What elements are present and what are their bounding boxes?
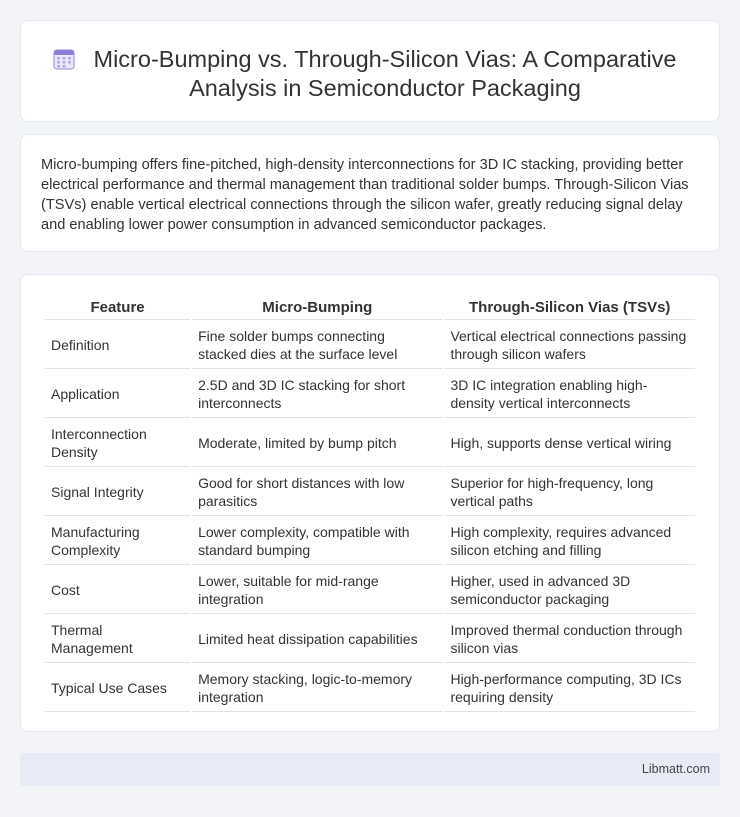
header-tsv: Through-Silicon Vias (TSVs) bbox=[444, 296, 695, 320]
table-row bbox=[45, 321, 695, 369]
table-header-row bbox=[45, 296, 695, 320]
feature-cell: Typical Use Cases bbox=[45, 664, 190, 712]
comparison-table bbox=[43, 295, 697, 713]
intro-text: Micro-bumping offers fine-pitched, high-density interconnections for 3D IC stacking, providing better electrical performance and thermal management than traditional solder bumps. Through-Silicon Vias (TSVs) enable vertical electrical connections through the silicon wafer, greatly reducing signal delay and enabling lower power consumption in advanced semiconductor packages. bbox=[41, 157, 689, 233]
feature-cell: Interconnection Density bbox=[45, 419, 190, 467]
table-row bbox=[45, 370, 695, 418]
feature-cell: Definition bbox=[45, 321, 190, 369]
table-row bbox=[45, 566, 695, 614]
feature-cell: Manufacturing Complexity bbox=[45, 517, 190, 565]
table-row bbox=[45, 468, 695, 516]
table-row bbox=[45, 664, 695, 712]
title-card bbox=[20, 20, 720, 122]
micro-bumping-cell: Lower complexity, compatible with standard bumping bbox=[192, 517, 442, 565]
tsv-cell: Vertical electrical connections passing through silicon wafers bbox=[444, 321, 695, 369]
micro-bumping-cell: Limited heat dissipation capabilities bbox=[192, 615, 442, 663]
micro-bumping-cell: Memory stacking, logic-to-memory integration bbox=[192, 664, 442, 712]
tsv-cell: High, supports dense vertical wiring bbox=[444, 419, 695, 467]
feature-cell: Application bbox=[45, 370, 190, 418]
tsv-cell: Improved thermal conduction through silicon vias bbox=[444, 615, 695, 663]
intro-card bbox=[20, 134, 720, 252]
header-micro-bumping: Micro-Bumping bbox=[192, 296, 442, 320]
header-feature: Feature bbox=[45, 296, 190, 320]
tsv-cell: Higher, used in advanced 3D semiconductor packaging bbox=[444, 566, 695, 614]
feature-cell: Thermal Management bbox=[45, 615, 190, 663]
micro-bumping-cell: Fine solder bumps connecting stacked dies at the surface level bbox=[192, 321, 442, 369]
feature-cell: Signal Integrity bbox=[45, 468, 190, 516]
micro-bumping-cell: Good for short distances with low parasitics bbox=[192, 468, 442, 516]
micro-bumping-cell: Lower, suitable for mid-range integration bbox=[192, 566, 442, 614]
tsv-cell: High complexity, requires advanced silicon etching and filling bbox=[444, 517, 695, 565]
tsv-cell: High-performance computing, 3D ICs requiring density bbox=[444, 664, 695, 712]
table-row bbox=[45, 517, 695, 565]
micro-bumping-cell: 2.5D and 3D IC stacking for short interconnects bbox=[192, 370, 442, 418]
table-row bbox=[45, 615, 695, 663]
page-title: Micro-Bumping vs. Through-Silicon Vias: A Comparative Analysis in Semiconductor Packaging bbox=[93, 46, 677, 101]
comparison-card bbox=[20, 274, 720, 732]
footer bbox=[20, 753, 720, 786]
tsv-cell: 3D IC integration enabling high-density vertical interconnects bbox=[444, 370, 695, 418]
micro-bumping-cell: Moderate, limited by bump pitch bbox=[192, 419, 442, 467]
feature-cell: Cost bbox=[45, 566, 190, 614]
table-row bbox=[45, 419, 695, 467]
tsv-cell: Superior for high-frequency, long vertical paths bbox=[444, 468, 695, 516]
footer-site-link[interactable]: Libmatt.com bbox=[641, 762, 710, 776]
